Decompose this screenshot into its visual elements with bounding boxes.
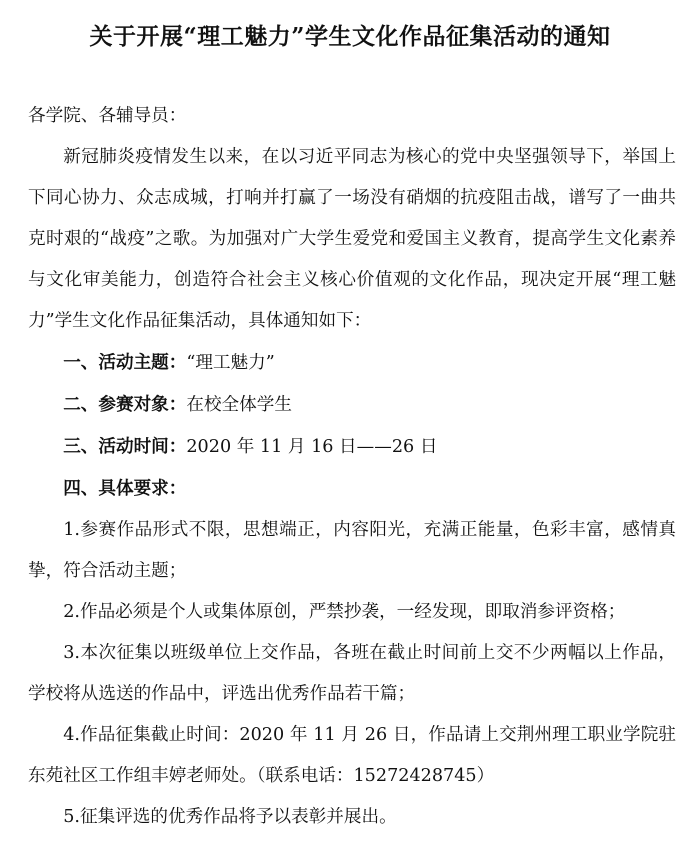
document-body bbox=[28, 96, 676, 838]
section-participants bbox=[28, 384, 676, 426]
section-label: 一、活动主题： bbox=[63, 352, 187, 373]
section-requirements bbox=[28, 468, 676, 510]
section-label: 四、具体要求： bbox=[63, 478, 187, 499]
section-theme bbox=[28, 342, 676, 384]
requirement-item: 3.本次征集以班级单位上交作品，各班在截止时间前上交不少两幅以上作品，学校将从选送的作品中，评选出优秀作品若干篇； bbox=[28, 643, 676, 704]
requirement-item: 4.作品征集截止时间：2020 年 11 月 26 日，作品请上交荆州理工职业学院驻东苑社区工作组丰婷老师处。（联系电话：15272428745） bbox=[28, 725, 676, 786]
requirement-item: 2.作品必须是个人或集体原创，严禁抄袭，一经发现，即取消参评资格； bbox=[63, 602, 626, 622]
section-label: 三、活动时间： bbox=[63, 436, 187, 457]
requirement-item: 1.参赛作品形式不限，思想端正，内容阳光，充满正能量，色彩丰富，感情真挚，符合活动主题； bbox=[28, 520, 676, 581]
salutation: 各学院、各辅导员： bbox=[28, 106, 187, 126]
section-value: 2020 年 11 月 16 日——26 日 bbox=[186, 437, 438, 457]
section-value: 在校全体学生 bbox=[186, 395, 292, 415]
section-label: 二、参赛对象： bbox=[63, 394, 187, 415]
section-value: “理工魅力” bbox=[186, 353, 275, 373]
intro-paragraph: 新冠肺炎疫情发生以来，在以习近平同志为核心的党中央坚强领导下，举国上下同心协力、众志成城，打响并打赢了一场没有硝烟的抗疫阻击战，谱写了一曲共克时艰的“战疫”之歌。为加强对广大学生爱党和爱国主义教育，提高学生文化素养与文化审美能力，创造符合社会主义核心价值观的文化作品，现决定开展“理工魅力”学生文化作品征集活动，具体通知如下： bbox=[28, 147, 676, 331]
requirement-item: 5.征集评选的优秀作品将予以表彰并展出。 bbox=[63, 807, 397, 827]
document-title: 关于开展“理工魅力”学生文化作品征集活动的通知 bbox=[89, 23, 611, 50]
section-time bbox=[28, 426, 676, 468]
